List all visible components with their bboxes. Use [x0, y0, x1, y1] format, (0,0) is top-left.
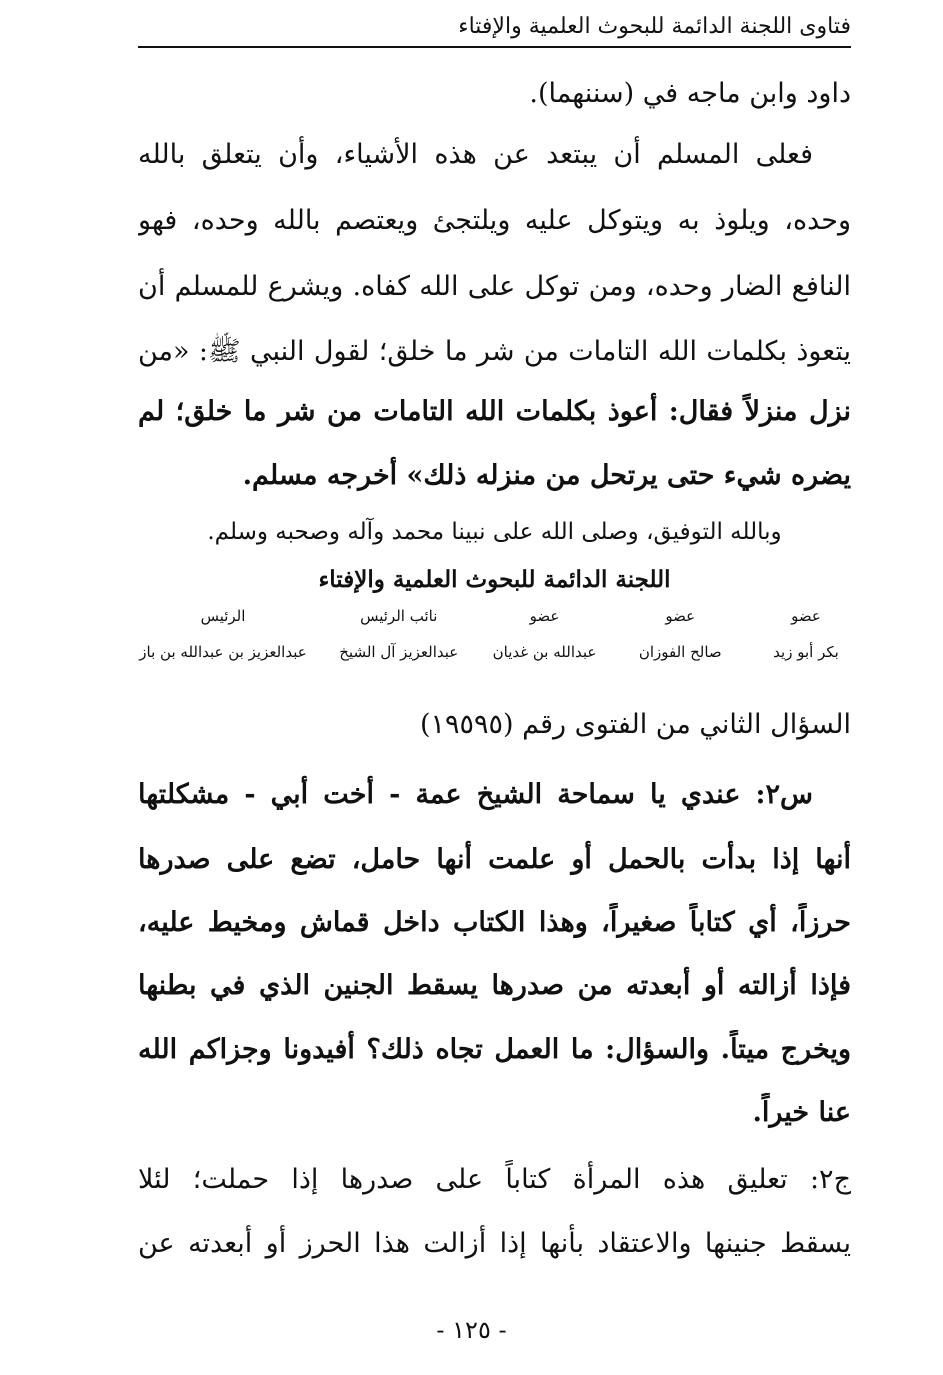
question-line: أنها إذا بدأت بالحمل أو علمت أنها حامل، تضع على صدرها — [138, 844, 851, 875]
hadith-line: نزل منزلاً فقال: أعوذ بكلمات الله التامات من شر ما خلق؛ لم — [138, 396, 851, 427]
closing-line: وبالله التوفيق، وصلى الله على نبينا محمد وآله وصحبه وسلم. — [207, 519, 782, 545]
hadith-line: يضره شيء حتى يرتحل من منزله ذلك» أخرجه مسلم. — [242, 460, 851, 491]
role-label: الرئيس — [200, 607, 246, 625]
answer-line: ج٢: تعليق هذه المرأة كتاباً على صدرها إذا حملت؛ لئلا — [138, 1164, 851, 1195]
running-header: فتاوى اللجنة الدائمة للبحوث العلمية والإفتاء — [138, 12, 851, 48]
role-label: عضو — [791, 607, 821, 625]
committee-name: اللجنة الدائمة للبحوث العلمية والإفتاء — [318, 566, 671, 593]
question-heading: السؤال الثاني من الفتوى رقم (١٩٥٩٥) — [419, 709, 851, 740]
role-label: نائب الرئيس — [360, 607, 438, 625]
question-line: س٢: عندي يا سماحة الشيخ عمة - أخت أبي - مشكلتها — [138, 779, 813, 810]
committee-roles — [138, 607, 851, 625]
body-line: وحده، ويلوذ به ويتوكل عليه ويلتجئ ويعتصم بالله وحده، فهو — [138, 205, 851, 236]
question-line: حرزاً، أي كتاباً صغيراً، وهذا الكتاب داخل قماش ومخيط عليه، — [138, 907, 851, 938]
committee-members — [138, 643, 851, 661]
member-name: عبدالعزيز بن عبدالله بن باز — [139, 643, 307, 661]
member-name: عبدالعزيز آل الشيخ — [339, 643, 459, 661]
member-name: صالح الفوزان — [638, 643, 722, 661]
body-line: النافع الضار وحده، ومن توكل على الله كفاه. ويشرع للمسلم أن — [138, 271, 851, 302]
page-number: - ١٢٥ - — [436, 1316, 507, 1344]
answer-line: يسقط جنينها والاعتقاد بأنها إذا أزالت هذا الحرز أو أبعدته عن — [138, 1228, 851, 1259]
body-line: داود وابن ماجه في (سننهما). — [529, 78, 851, 109]
question-line: عنا خيراً. — [752, 1097, 851, 1128]
member-name: بكر أبو زيد — [773, 643, 839, 661]
question-line: ويخرج ميتاً. والسؤال: ما العمل تجاه ذلك؟ أفيدونا وجزاكم الله — [138, 1034, 851, 1065]
question-line: فإذا أزالته أو أبعدته من صدرها يسقط الجنين الذي في بطنها — [138, 970, 851, 1001]
member-name: عبدالله بن غديان — [492, 643, 597, 661]
body-line: يتعوذ بكلمات الله التامات من شر ما خلق؛ لقول النبي ﷺ: «من — [138, 336, 851, 367]
body-line: فعلى المسلم أن يبتعد عن هذه الأشياء، وأن يتعلق بالله — [138, 139, 813, 170]
role-label: عضو — [529, 607, 560, 625]
role-label: عضو — [665, 607, 696, 625]
